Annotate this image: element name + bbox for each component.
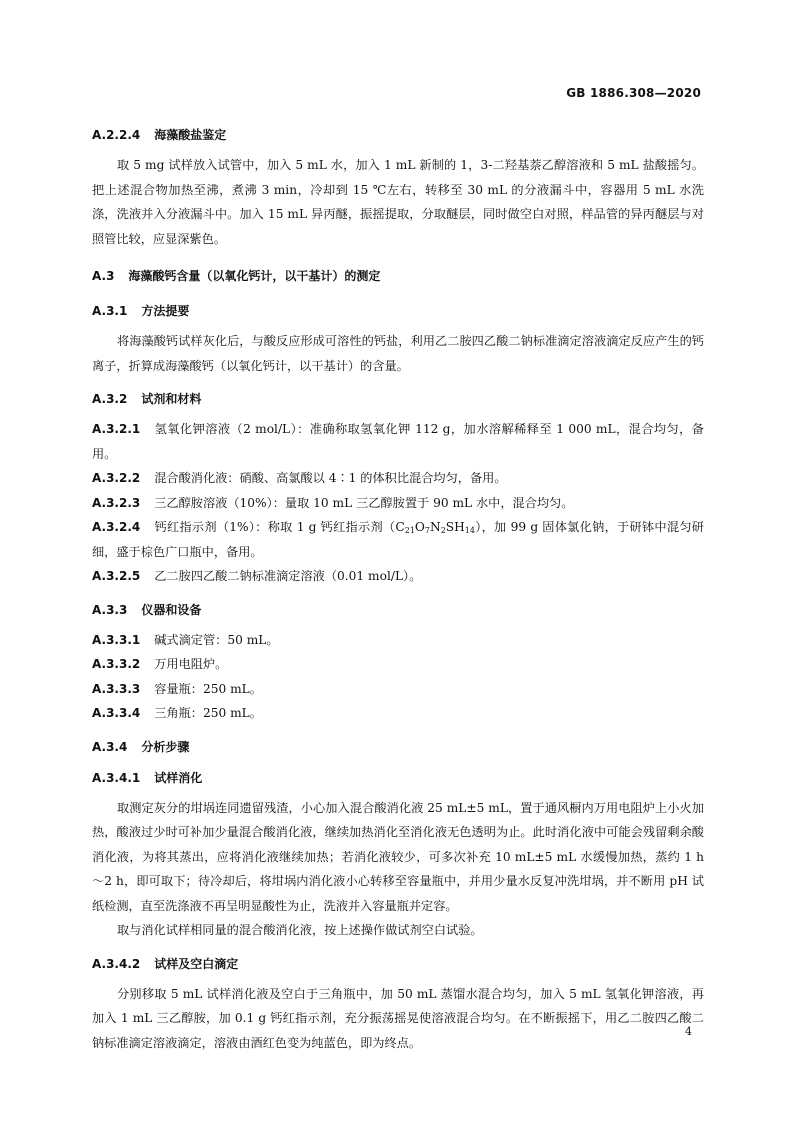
list-item-a3334 (92, 701, 704, 726)
list-item-a3224 (92, 515, 704, 564)
item-number: A.3.2.3 (92, 495, 141, 510)
item-text: 混合酸消化液：硝酸、高氯酸以 4∶1 的体积比混合均匀，备用。 (154, 471, 507, 485)
item-text: ），加 99 g 固体氯化钠，于研钵中混匀研细，盛于棕色广口瓶中，备用。 (92, 520, 704, 559)
heading-title: 海藻酸盐鉴定 (154, 128, 227, 142)
formula-subscript: 21 (404, 526, 415, 535)
heading-number: A.3.4 (92, 739, 128, 754)
formula-subscript: 2 (440, 526, 446, 535)
item-number: A.3.2.2 (92, 471, 141, 485)
paragraph-a341-1: 取测定灰分的坩埚连同遗留残渣，小心加入混合酸消化液 25 mL±5 mL，置于通风橱内万用电阻炉上小火加热，酸液过少时可补加少量混合酸消化液，继续加热消化至消化液无色透明为止。此时消化液中可能会残留剩余酸消化液，为将其蒸出，应将消化液继续加热；若消化液较少，可多次补充 10 mL±5 mL 水缓慢加热，蒸约 1 h ～2 h，即可取下；待冷却后，将坩埚内消化液小心转移至容量瓶中，并用少量水反复冲洗坩埚，并不断用 pH 试纸检测，直至洗涤液不再呈明显酸性为止，洗液并入容量瓶并定容。 (92, 800, 704, 913)
heading-number: A.3.3 (92, 602, 128, 617)
item-number: A.3.3.1 (92, 632, 141, 647)
heading-number: A.3.4.2 (92, 956, 141, 971)
list-item-a3222 (92, 466, 704, 491)
heading-title: 仪器和设备 (141, 602, 202, 617)
heading-number: A.3 (92, 269, 115, 283)
heading-a32 (92, 390, 704, 409)
item-text: 碱式滴定管：50 mL。 (154, 632, 279, 647)
heading-a34 (92, 738, 704, 757)
heading-title: 海藻酸钙含量（以氧化钙计，以干基计）的测定 (128, 269, 381, 283)
formula-element: O (414, 520, 425, 534)
paragraph-a342: 分别移取 5 mL 试样消化液及空白于三角瓶中，加 50 mL 蒸馏水混合均匀，加入 5 mL 氢氧化钾溶液，再加入 1 mL 三乙醇胺，加 0.1 g 钙红指示剂，充分振荡摇晃使溶液混合均匀。在不断振摇下，用乙二胺四乙酸二钠标准滴定溶液滴定，溶液由酒红色变为纯蓝色，即为终点。 (92, 986, 704, 1050)
list-item-a3225 (92, 564, 704, 589)
standard-code: GB 1886.308—2020 (566, 86, 701, 100)
item-text: 钙红指示剂（1%）：称取 1 g 钙红指示剂（C (154, 520, 405, 534)
formula-subscript: 14 (464, 526, 475, 535)
heading-title: 方法提要 (141, 304, 190, 318)
heading-a342 (92, 955, 704, 974)
heading-a224 (92, 126, 704, 145)
heading-number: A.2.2.4 (92, 128, 141, 142)
heading-a31 (92, 302, 704, 321)
heading-title: 试样及空白滴定 (154, 956, 239, 971)
item-text: 氢氧化钾溶液（2 mol/L）：准确称取氢氧化钾 112 g，加水溶解稀释至 1 000 mL，混合均匀，备用。 (92, 422, 704, 461)
item-number: A.3.3.3 (92, 681, 141, 696)
heading-a33 (92, 601, 704, 620)
page-content (92, 126, 704, 1055)
list-item-a3333 (92, 677, 704, 702)
item-text: 三乙醇胺溶液（10%）：量取 10 mL 三乙醇胺置于 90 mL 水中，混合均匀。 (154, 495, 574, 510)
heading-title: 试剂和材料 (141, 392, 202, 406)
heading-number: A.3.4.1 (92, 770, 141, 785)
heading-a3 (92, 267, 704, 286)
paragraph-a224: 取 5 mg 试样放入试管中，加入 5 mL 水，加入 1 mL 新制的 1，3-二羟基萘乙醇溶液和 5 mL 盐酸摇匀。把上述混合物加热至沸，煮沸 3 min，冷却到 15 ℃左右，转移至 30 mL 的分液漏斗中，容器用 5 mL 水洗涤，洗液并入分液漏斗中。加入 15 mL 异丙醚，振摇提取，分取醚层，同时做空白对照，样品管的异丙醚层与对照管比较，应显深紫色。 (92, 158, 704, 246)
heading-number: A.3.1 (92, 304, 128, 318)
heading-a341 (92, 769, 704, 788)
paragraph-a31: 将海藻酸钙试样灰化后，与酸反应形成可溶性的钙盐，利用乙二胺四乙酸二钠标准滴定溶液滴定反应产生的钙离子，折算成海藻酸钙（以氧化钙计，以干基计）的含量。 (92, 334, 704, 373)
formula-element: SH (445, 520, 465, 534)
item-number: A.3.2.1 (92, 422, 141, 436)
list-item-a3331 (92, 628, 704, 653)
item-number: A.3.2.4 (92, 520, 141, 534)
item-number: A.3.2.5 (92, 569, 141, 583)
paragraph-a341-2: 取与消化试样相同量的混合酸消化液，按上述操作做试剂空白试验。 (117, 923, 483, 937)
item-text: 三角瓶：250 mL。 (154, 706, 262, 720)
list-item-a3332 (92, 652, 704, 677)
item-text: 乙二胺四乙酸二钠标准滴定溶液（0.01 mol/L）。 (154, 569, 422, 583)
heading-title: 分析步骤 (141, 739, 190, 754)
item-number: A.3.3.2 (92, 657, 141, 671)
item-text: 万用电阻炉。 (154, 657, 228, 671)
page-number: 4 (685, 1025, 692, 1038)
heading-title: 试样消化 (154, 770, 203, 785)
list-item-a3221 (92, 417, 704, 466)
formula-subscript: 7 (424, 526, 431, 535)
item-text: 容量瓶：250 mL。 (154, 681, 262, 696)
item-number: A.3.3.4 (92, 706, 141, 720)
list-item-a3223 (92, 491, 704, 516)
heading-number: A.3.2 (92, 392, 128, 406)
formula-element: N (430, 520, 441, 534)
